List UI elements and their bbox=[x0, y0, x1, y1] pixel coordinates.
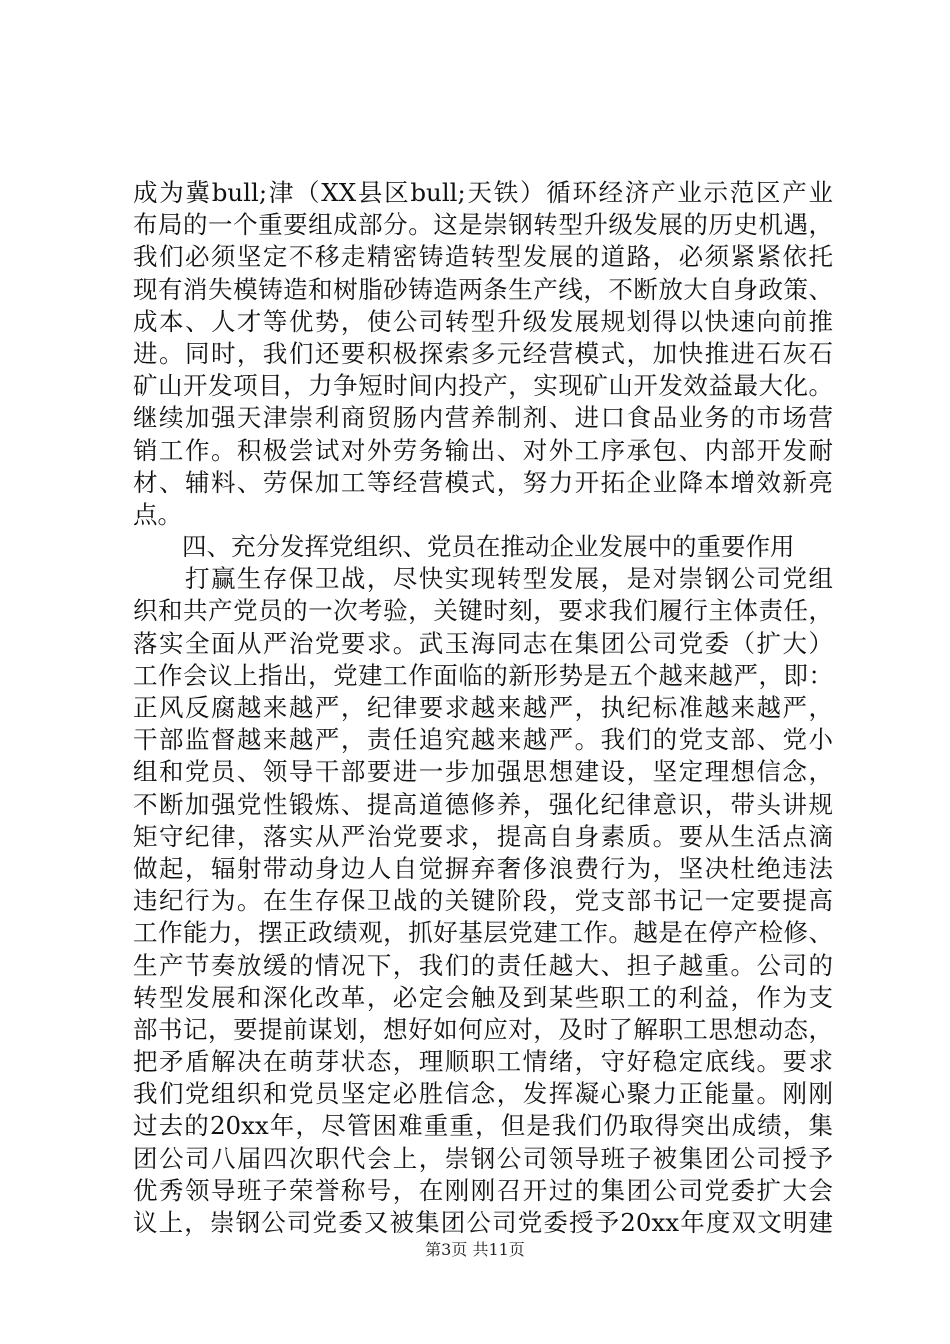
text-line: 销工作。积极尝试对外劳务输出、对外工序承包、内部开发耐 bbox=[133, 435, 833, 465]
text-line: 我们必须坚定不移走精密铸造转型发展的道路，必须紧紧依托 bbox=[133, 242, 833, 272]
text-line: 部书记，要提前谋划，想好如何应对，及时了解职工思想动态， bbox=[133, 1014, 833, 1044]
text-line: 组和党员、领导干部要进一步加强思想建设，坚定理想信念， bbox=[133, 757, 833, 787]
body-text bbox=[133, 177, 833, 1239]
text-line: 生产节奏放缓的情况下，我们的责任越大、担子越重。公司的 bbox=[133, 950, 833, 980]
text-line: 不断加强党性锻炼、提高道德修养，强化纪律意识，带头讲规 bbox=[133, 789, 833, 819]
page-number-footer: 第3页 共11页 bbox=[425, 1240, 525, 1259]
text-line: 矩守纪律，落实从严治党要求，提高自身素质。要从生活点滴 bbox=[133, 821, 833, 851]
text-line: 议上，崇钢公司党委又被集团公司党委授予20xx年度双文明建 bbox=[133, 1208, 833, 1237]
text-line: 转型发展和深化改革，必定会触及到某些职工的利益，作为支 bbox=[133, 982, 833, 1012]
section-heading: 四、充分发挥党组织、党员在推动企业发展中的重要作用 bbox=[133, 532, 795, 562]
text-line: 干部监督越来越严，责任追究越来越严。我们的党支部、党小 bbox=[133, 725, 833, 755]
text-line: 进。同时，我们还要积极探索多元经营模式，加快推进石灰石 bbox=[133, 338, 833, 368]
text-line: 做起，辐射带动身边人自觉摒弃奢侈浪费行为，坚决杜绝违法 bbox=[133, 853, 833, 883]
text-line: 矿山开发项目，力争短时间内投产，实现矿山开发效益最大化。 bbox=[133, 371, 833, 401]
text-line: 把矛盾解决在萌芽状态，理顺职工情绪，守好稳定底线。要求 bbox=[133, 1047, 833, 1077]
text-line: 打赢生存保卫战，尽快实现转型发展，是对崇钢公司党组 bbox=[133, 564, 833, 594]
text-line: 成本、人才等优势，使公司转型升级发展规划得以快速向前推 bbox=[133, 306, 833, 336]
text-line: 成为冀bull;津（XX县区bull;天铁）循环经济产业示范区产业 bbox=[133, 178, 833, 207]
text-line: 过去的20xx年，尽管困难重重，但是我们仍取得突出成绩，集 bbox=[133, 1111, 833, 1141]
text-line: 材、辅料、劳保加工等经营模式，努力开拓企业降本增效新亮 bbox=[133, 467, 833, 497]
text-line: 落实全面从严治党要求。武玉海同志在集团公司党委（扩大） bbox=[133, 628, 833, 658]
text-line: 继续加强天津崇利商贸肠内营养制剂、进口食品业务的市场营 bbox=[133, 403, 833, 433]
text-line: 违纪行为。在生存保卫战的关键阶段，党支部书记一定要提高 bbox=[133, 886, 833, 916]
text-line: 工作能力，摆正政绩观，抓好基层党建工作。越是在停产检修、 bbox=[133, 918, 833, 948]
text-line: 优秀领导班子荣誉称号，在刚刚召开过的集团公司党委扩大会 bbox=[133, 1175, 833, 1205]
text-line: 工作会议上指出，党建工作面临的新形势是五个越来越严，即： bbox=[133, 660, 833, 690]
text-line: 布局的一个重要组成部分。这是崇钢转型升级发展的历史机遇， bbox=[133, 210, 833, 240]
text-line: 织和共产党员的一次考验，关键时刻，要求我们履行主体责任， bbox=[133, 596, 833, 626]
text-line: 现有消失模铸造和树脂砂铸造两条生产线，不断放大自身政策、 bbox=[133, 274, 833, 304]
text-line: 我们党组织和党员坚定必胜信念，发挥凝心聚力正能量。刚刚 bbox=[133, 1079, 833, 1109]
text-line: 点。 bbox=[133, 499, 182, 529]
text-line: 团公司八届四次职代会上，崇钢公司领导班子被集团公司授予 bbox=[133, 1143, 833, 1173]
text-line: 正风反腐越来越严，纪律要求越来越严，执纪标准越来越严， bbox=[133, 693, 833, 722]
